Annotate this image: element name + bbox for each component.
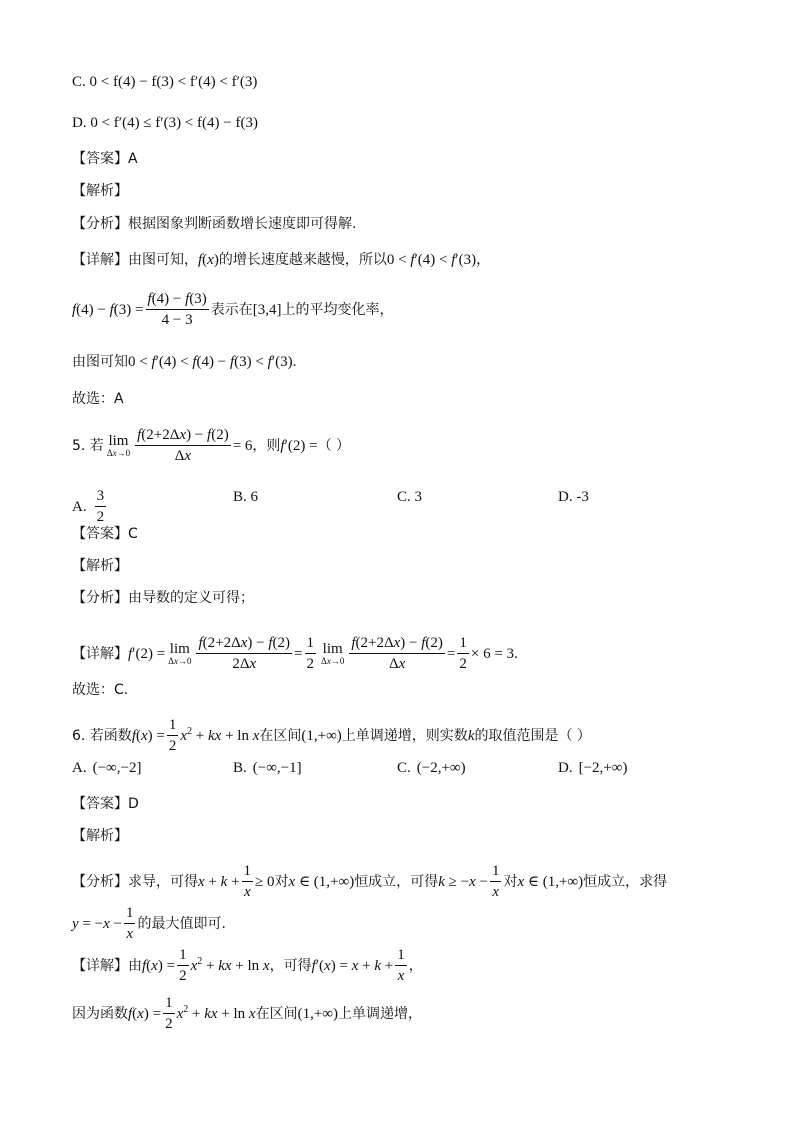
question-5-head: 5. 若	[72, 437, 104, 454]
question-5	[72, 426, 350, 465]
q6-option-a-label: A.	[72, 760, 87, 776]
answer-5-text: 【答案】C	[72, 526, 138, 542]
fenxi-6-c: 恒成立，可得	[354, 873, 439, 890]
math-ineq-1: x + k +	[198, 873, 240, 890]
fraction-1-x-b: $\frac{1}{x}$	[491, 863, 500, 900]
fraction-half: $\frac{1}{2}$	[168, 717, 177, 754]
q6-option-c-value: (−2,+∞)	[416, 760, 466, 776]
average-rate-line	[72, 290, 394, 329]
math-f2-prime: f′(2) =	[128, 645, 166, 662]
q6-option-a-value: (−∞,−2]	[92, 760, 142, 776]
option-d	[72, 113, 258, 133]
fenxi-4	[72, 214, 356, 234]
math-k: k	[467, 727, 475, 744]
option-d-text: D. 0 < f′(4) ≤ f′(3) < f(4) − f(3)	[72, 115, 258, 131]
answer-4-text: 【答案】A	[72, 151, 138, 167]
question-6-tail2: 的取值范围是（ ）	[474, 727, 591, 744]
choose-5-text: 故选：C.	[72, 682, 129, 698]
question-6-tail: 上单调递增，则实数	[341, 727, 468, 744]
fraction-1-x-c: $\frac{1}{x}$	[125, 905, 134, 942]
xiangjie-4-head: 【详解】由图可知，	[72, 252, 198, 268]
limit-symbol-2: lim Δx→0	[168, 640, 192, 666]
q5-option-d-text: D. -3	[558, 489, 589, 505]
q5-option-d	[558, 487, 589, 507]
math-ge0: ≥ 0	[255, 873, 275, 890]
math-poly-2: $x^2$ + kx + ln x	[190, 955, 270, 974]
last-line-b: 在区间	[255, 1005, 298, 1022]
analysis-4-heading	[72, 181, 128, 201]
limit-symbol-3: lim Δx→0	[321, 640, 345, 666]
math-interval: [3,4]	[252, 301, 282, 318]
answer-5	[72, 524, 138, 544]
option-c	[72, 72, 257, 92]
analysis-5-heading-text: 【解析】	[72, 558, 128, 574]
analysis-6-heading-text: 【解析】	[72, 828, 128, 844]
q6-option-b	[233, 758, 302, 778]
math-poly-3: $x^2$ + kx + ln x	[176, 1003, 256, 1022]
last-line-c: 上单调递增，	[338, 1005, 422, 1022]
fraction-average-rate: $\frac{f(4) - f(3)}{4 - 3}$	[147, 291, 207, 328]
fraction-3-2: $\frac{3}{2}$	[96, 488, 105, 525]
fraction-1-2: $\frac{1}{2}$	[306, 635, 315, 672]
math-ineq: 0 < f′(4) < f′(3)	[386, 252, 477, 268]
fenxi-6	[72, 862, 667, 901]
question-5-paren: （ ）	[317, 437, 351, 454]
fraction-1-2-b: $\frac{1}{2}$	[459, 635, 467, 672]
q6-option-d	[558, 758, 627, 778]
math-fx-def-2: f(x) =	[142, 957, 176, 974]
xiangjie-5-head: 【详解】	[72, 645, 128, 662]
fenxi-6-f: 的最大值即可.	[137, 915, 226, 932]
fenxi-6-e: 恒成立，求得	[583, 873, 668, 890]
xiangjie-6	[72, 946, 423, 985]
fraction-1-x: $\frac{1}{x}$	[243, 863, 252, 900]
math-poly: $x^2$ + kx + ln x	[180, 725, 260, 744]
conclusion-4-head: 由图可知	[72, 354, 128, 370]
answer-6	[72, 794, 139, 814]
q6-option-d-label: D.	[558, 760, 573, 776]
math-f2: f′(2) =	[280, 437, 318, 454]
average-rate-text-2: 上的平均变化率，	[281, 301, 394, 318]
math-deriv: f′(x) = x + k +	[311, 957, 394, 974]
q5-option-a-label: A.	[72, 498, 87, 515]
math-eq-2: =	[446, 645, 456, 662]
comma: ，	[476, 252, 491, 268]
math-eq6: = 6	[232, 437, 253, 454]
fraction-1-x-d: $\frac{1}{x}$	[397, 947, 405, 984]
math-diff: f(4) − f(3) =	[72, 301, 144, 318]
xiangjie-4	[72, 250, 490, 270]
xiangjie-4-mid: 的增长速度越来越慢，所以	[218, 252, 387, 268]
q5-option-b	[233, 487, 258, 507]
fenxi-6-a: 【分析】求导，可得	[72, 873, 198, 890]
fenxi-5-text: 【分析】由导数的定义可得；	[72, 590, 254, 606]
q6-option-d-value: [−2,+∞)	[578, 760, 628, 776]
fraction-q5-detail-2: $\frac{f(2+2\Delta x) - f(2)}{\Delta x}$	[351, 635, 443, 672]
q6-option-c	[397, 758, 466, 778]
xiangjie-6-b: ，可得	[269, 957, 312, 974]
xiangjie-5	[72, 634, 518, 673]
math-times-six: × 6 = 3.	[470, 645, 518, 662]
fenxi-6-b: 对	[274, 873, 289, 890]
math-xin-2: x ∈ (1,+∞)	[517, 873, 584, 890]
limit-symbol: lim Δx→0	[106, 432, 131, 458]
analysis-6-heading	[72, 826, 128, 846]
fenxi-5	[72, 588, 254, 608]
math-y-def: y = −x −	[72, 915, 122, 932]
question-6	[72, 716, 591, 755]
q5-option-c-text: C. 3	[397, 489, 423, 505]
question-6-mid: 在区间	[259, 727, 302, 744]
math-eq: =	[294, 645, 303, 662]
math-fx-def: f(x) =	[131, 727, 165, 744]
fraction-half-2: $\frac{1}{2}$	[179, 947, 187, 984]
last-line	[72, 994, 422, 1033]
math-interval-1inf-2: (1,+∞)	[297, 1005, 338, 1022]
answer-6-text: 【答案】D	[72, 796, 139, 812]
analysis-4-heading-text: 【解析】	[72, 183, 128, 199]
q6-option-a	[72, 758, 141, 778]
question-5-tail: ，则	[252, 437, 281, 454]
math-chain: 0 < f′(4) < f(4) − f(3) < f′(3).	[128, 354, 297, 370]
q5-option-b-text: B. 6	[233, 489, 259, 505]
q5-option-c	[397, 487, 422, 507]
math-fx-def-3: f(x) =	[128, 1005, 162, 1022]
average-rate-text: 表示在	[210, 301, 253, 318]
fenxi-4-text: 【分析】根据图象判断函数增长速度即可得解.	[72, 216, 357, 232]
q6-option-b-value: (−∞,−1]	[252, 760, 302, 776]
math-xin: x ∈ (1,+∞)	[288, 873, 355, 890]
q6-option-b-label: B.	[233, 760, 247, 776]
xiangjie-6-c: ，	[408, 957, 423, 974]
choose-5	[72, 680, 128, 700]
answer-4	[72, 149, 138, 169]
choose-4	[72, 389, 124, 409]
fraction-q5-detail-1: $\frac{f(2+2\Delta x) - f(2)}{2\Delta x}$	[198, 635, 291, 672]
math-fx: f(x)	[198, 252, 219, 268]
question-6-head: 6. 若函数	[72, 727, 132, 744]
q5-option-a	[72, 487, 108, 526]
fraction-half-3: $\frac{1}{2}$	[165, 995, 173, 1032]
math-k-ge: k ≥ −x −	[438, 873, 488, 890]
q6-option-c-label: C.	[397, 760, 411, 776]
fenxi-6-line2	[72, 904, 226, 943]
xiangjie-6-a: 【详解】由	[72, 957, 142, 974]
conclusion-line-4	[72, 352, 296, 372]
last-line-a: 因为函数	[72, 1005, 128, 1022]
option-c-text: C. 0 < f(4) − f(3) < f′(4) < f′(3)	[72, 74, 258, 90]
choose-4-text: 故选：A	[72, 391, 124, 407]
fraction-q5: $\frac{f(2+2\Delta x) - f(2)}{\Delta x}$	[137, 427, 229, 464]
analysis-5-heading	[72, 556, 128, 576]
fenxi-6-d: 对	[503, 873, 518, 890]
math-interval-1inf: (1,+∞)	[301, 727, 342, 744]
